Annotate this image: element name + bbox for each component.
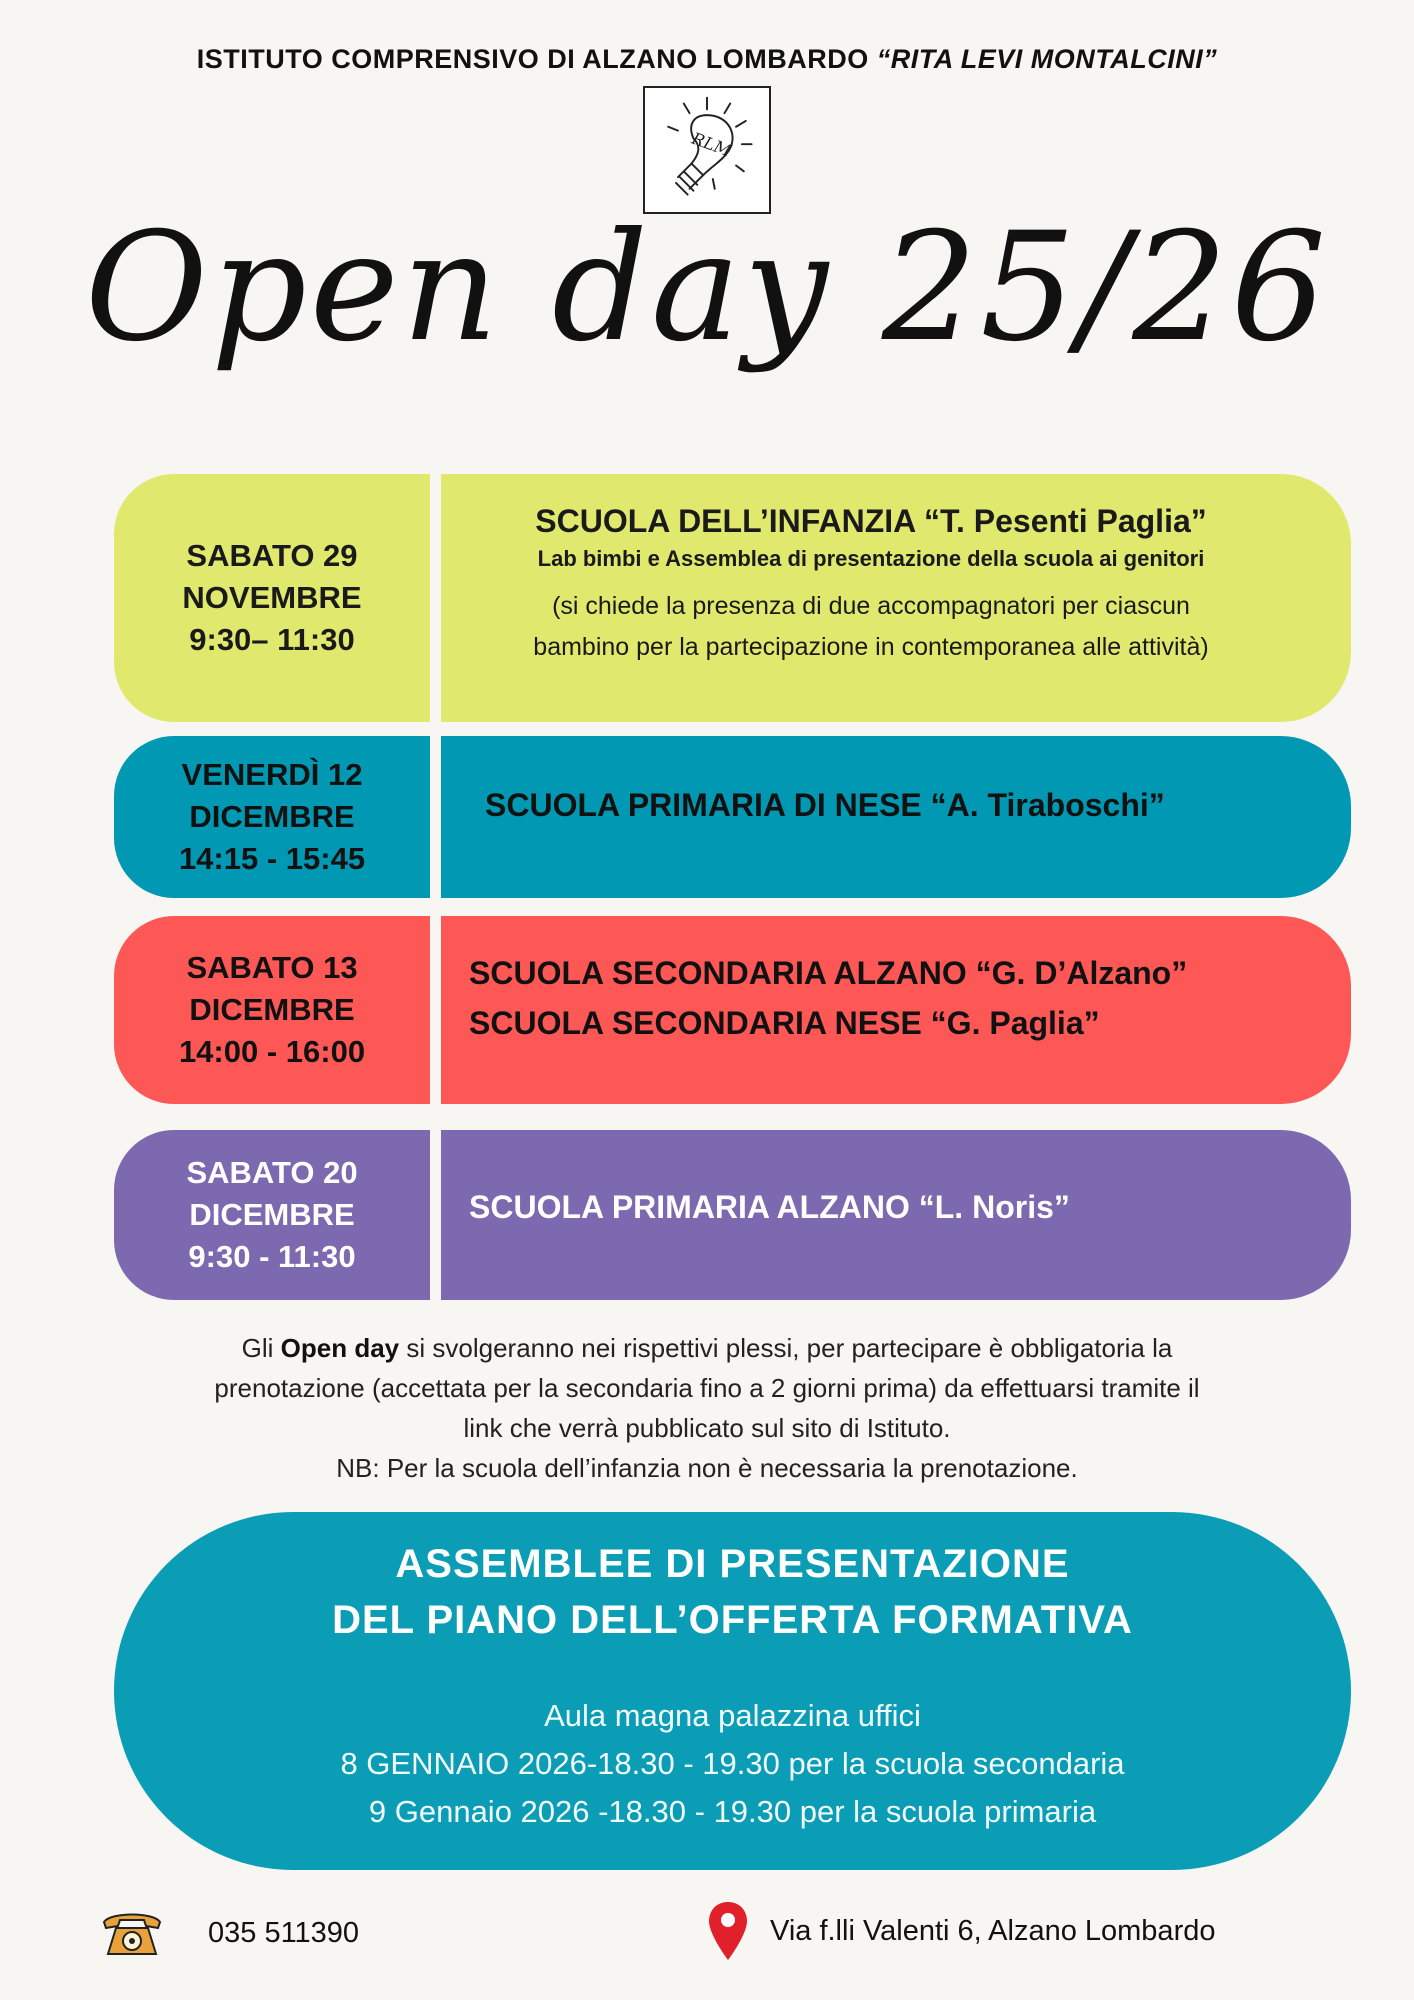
event-day: SABATO 13 — [186, 950, 358, 985]
event-info-box — [441, 1130, 1351, 1300]
event-time: 14:15 - 15:45 — [178, 841, 366, 876]
institute-name: “RITA LEVI MONTALCINI” — [876, 44, 1218, 74]
event-school: SCUOLA PRIMARIA DI NESE “A. Tiraboschi” — [485, 787, 1165, 823]
assembly-title-line2: DEL PIANO DELL’OFFERTA FORMATIVA — [332, 1598, 1133, 1642]
footer-phone — [100, 1908, 359, 1958]
event-date-box — [114, 916, 430, 1104]
address-text: Via f.lli Valenti 6, Alzano Lombardo — [770, 1914, 1216, 1947]
event-school: SCUOLA DELL’INFANZIA “T. Pesenti Paglia” — [535, 503, 1207, 539]
event-school-2: SCUOLA SECONDARIA NESE “G. Paglia” — [469, 1005, 1100, 1041]
event-info-box — [441, 474, 1351, 722]
svg-text:RLM: RLM — [689, 128, 734, 161]
map-pin-icon — [706, 1900, 750, 1962]
event-note-line2: bambino per la partecipazione in contemporanea alle attività) — [533, 633, 1209, 661]
event-date-box — [114, 1130, 430, 1300]
telephone-icon — [100, 1908, 164, 1958]
event-info-box — [441, 736, 1351, 898]
event-day: SABATO 20 — [186, 1155, 358, 1190]
institute-label: ISTITUTO COMPRENSIVO DI ALZANO LOMBARDO — [196, 44, 869, 74]
footer-address — [706, 1900, 1215, 1962]
institute-header — [0, 44, 1414, 75]
event-month: DICEMBRE — [189, 799, 355, 834]
assembly-date-1: 8 GENNAIO 2026-18.30 - 19.30 per la scuola secondaria — [340, 1746, 1125, 1781]
notes-open-day: Open day — [280, 1333, 400, 1363]
assembly-title-line1: ASSEMBLEE DI PRESENTAZIONE — [395, 1542, 1070, 1586]
event-time: 14:00 - 16:00 — [178, 1034, 366, 1069]
notes-line2: prenotazione (accettata per la secondaria fino a 2 giorni prima) da effettuarsi tramite il — [214, 1373, 1200, 1403]
event-time: 9:30– 11:30 — [189, 622, 355, 657]
event-day: VENERDÌ 12 — [181, 757, 363, 792]
assembly-box — [114, 1512, 1351, 1870]
booking-notes — [90, 1328, 1324, 1488]
event-date-box — [114, 474, 430, 722]
event-school: SCUOLA PRIMARIA ALZANO “L. Noris” — [469, 1189, 1070, 1225]
event-note-line1: (si chiede la presenza di due accompagnatori per ciascun — [552, 592, 1190, 620]
notes-intro: Gli — [241, 1333, 274, 1363]
event-month: NOVEMBRE — [182, 580, 362, 615]
notes-line4: NB: Per la scuola dell’infanzia non è necessaria la prenotazione. — [336, 1453, 1078, 1483]
event-subtitle: Lab bimbi e Assemblea di presentazione della scuola ai genitori — [537, 546, 1205, 571]
phone-number: 035 511390 — [208, 1916, 360, 1949]
event-date-box — [114, 736, 430, 898]
assembly-date-2: 9 Gennaio 2026 -18.30 - 19.30 per la scuola primaria — [368, 1794, 1097, 1829]
event-time: 9:30 - 11:30 — [188, 1239, 356, 1274]
notes-line3: link che verrà pubblicato sul sito di Istituto. — [463, 1413, 951, 1443]
event-month: DICEMBRE — [189, 1197, 355, 1232]
assembly-location: Aula magna palazzina uffici — [544, 1698, 921, 1733]
page-title: Open day 25/26 — [84, 201, 1330, 375]
event-day: SABATO 29 — [186, 538, 358, 573]
event-info-box — [441, 916, 1351, 1104]
notes-line1: si svolgeranno nei rispettivi plessi, per partecipare è obbligatoria la — [406, 1333, 1173, 1363]
event-month: DICEMBRE — [189, 992, 355, 1027]
event-school: SCUOLA SECONDARIA ALZANO “G. D’Alzano” — [469, 955, 1188, 991]
